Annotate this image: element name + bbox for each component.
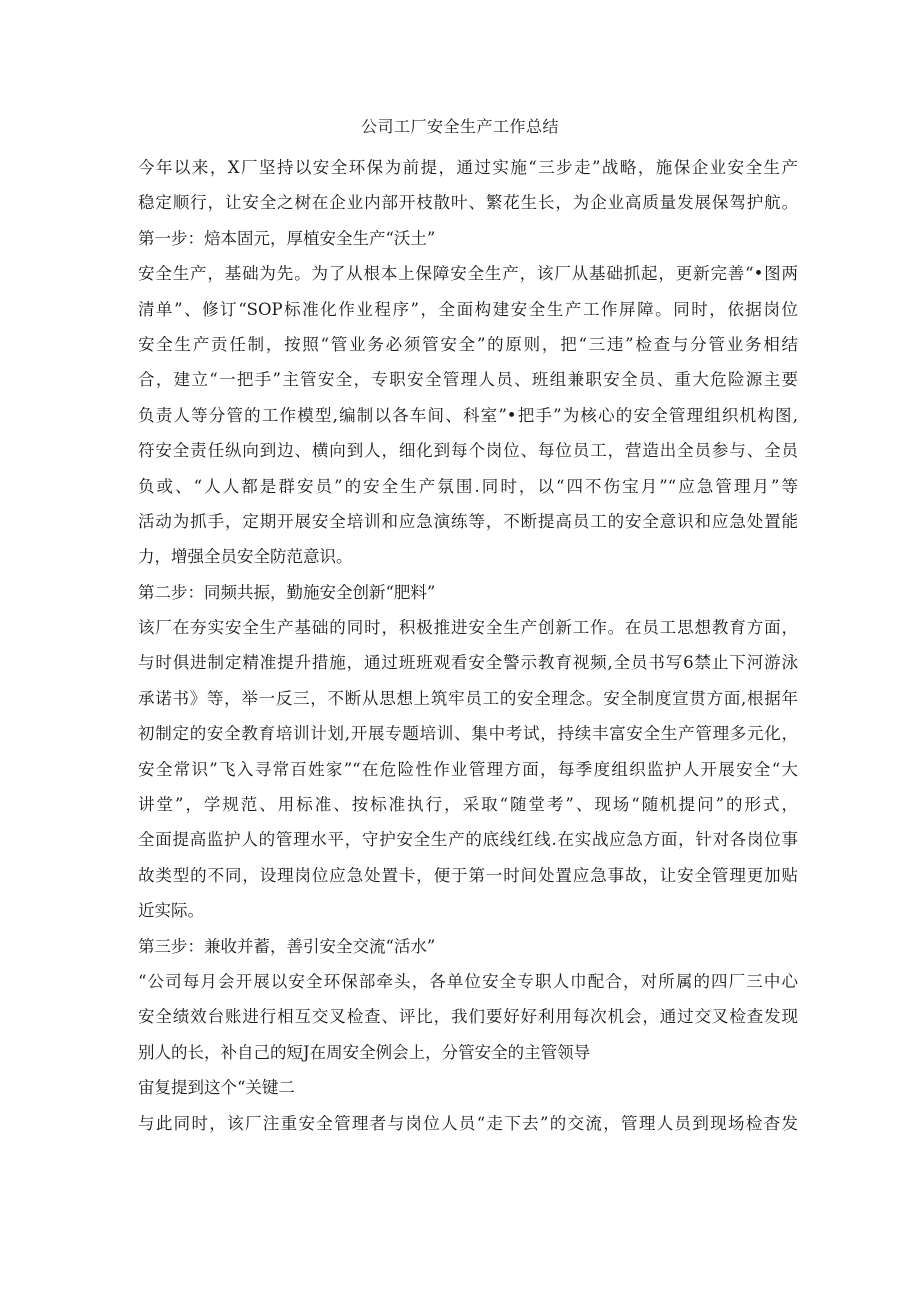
text-line: 稳定顺行，让安全之树在企业内部开枝散叶、繁花生长，为企业高质量发展保驾护航。 bbox=[138, 193, 798, 213]
text-line: 与此同时，该厂注重安全管理者与岗位人员“走下去”的交流，管理人员到现场检杳发 bbox=[138, 1113, 798, 1133]
text-line: 宙复提到这个“关键二 bbox=[138, 1078, 295, 1098]
text-line: 安全绩效台账进行相互交叉检查、评比，我们要好好利用每次机会，通过交叉检查发现 bbox=[138, 1007, 798, 1027]
text-line: 活动为抓手，定期开展安全培训和应急演练等，不断提高员工的安全意识和应急处置能 bbox=[138, 511, 798, 531]
text-line: 第三步：兼收并蓄，善引安全交流“活水” bbox=[138, 936, 436, 956]
text-line: 力，增强全员安全防范意识。 bbox=[138, 547, 353, 567]
text-line: 安全常识”飞入寻常百姓家”“在危险性作业管理方面，每季度组织监护人开展安全“大 bbox=[138, 759, 798, 779]
text-line: 第一步：焙本固元，厚植安全生产“沃土” bbox=[138, 228, 436, 248]
text-line: 负责人等分管的工作模型,编制以各车间、科室”•把手”为核心的安全管理组织机构图, bbox=[138, 405, 798, 425]
text-line: 符安全责任纵向到边、横向到人，细化到每个岗位、每位员工，营造出全员参与、全员 bbox=[138, 441, 798, 461]
text-line: 初制定的安全教育培训计划,开展专题培训、集中考试，持续丰富安全生产管理多元化， bbox=[138, 724, 798, 744]
text-line: 安全生产，基础为先。为了从根本上保障安全生产，该厂从基础抓起，更新完善“•图两 bbox=[138, 264, 798, 284]
text-line: 该厂在夯实安全生产基础的同时，积极推进安全生产创新工作。在员工思想教育方面， bbox=[138, 618, 798, 638]
text-line: “公司每月会开展以安全环保部牵头，各单位安全专职人巾配合，对所属的四厂三中心 bbox=[138, 971, 798, 991]
document-title: 公司工厂安全生产工作总结 bbox=[360, 117, 559, 136]
text-line: 全面提高监护人的管理水平，守护安全生产的底线红线.在实战应急方面，针对各岗位事 bbox=[138, 830, 798, 850]
document-body bbox=[138, 150, 798, 1141]
text-line: 近实际。 bbox=[138, 901, 204, 921]
text-line: 合，建立“一把手”主管安全，专职安全管理人员、班组兼职安全员、重大危险源主要 bbox=[138, 370, 798, 390]
text-line: 讲堂”，学规范、用标准、按标准执行，采取“随堂考”、现场“随机提问”的形式， bbox=[138, 795, 798, 815]
text-line: 与时俱进制定精准提升措施，通过班班观看安全警示教育视频,全员书写6禁止下河游泳 bbox=[138, 653, 798, 673]
text-line: 负或、“人人都是群安员”的安全生产氛围.同时，以“四不伤宝月”“应急管理月”等 bbox=[138, 476, 798, 496]
text-line: 安全生产贡任制，按照“管业务必须管安全”的原则，把“三违”检查与分管业务相结 bbox=[138, 334, 798, 354]
text-line: 第二步：同频共振，勤施安全创新“肥料” bbox=[138, 582, 436, 602]
text-line: 清单”、修订“SOP标准化作业程序”，全面构建安全生产工作屏障。同时，依据岗位 bbox=[138, 299, 798, 319]
text-line: 故类型的不同，设理岗位应急处置卡，便于第一时间处置应急事故，让安全管理更加贴 bbox=[138, 865, 798, 885]
text-line: 别人的长，补自己的短J在周安全例会上，分管安全的主管领导 bbox=[138, 1042, 591, 1062]
text-line: 今年以来，X厂坚持以安全环保为前提，通过实施“三步走”战略，施保企业安全生产 bbox=[138, 158, 798, 177]
text-line: 承诺书》等，举一反三，不断从思想上筑牢员工的安全理念。安全制度宣贯方面,根据年 bbox=[138, 688, 798, 708]
